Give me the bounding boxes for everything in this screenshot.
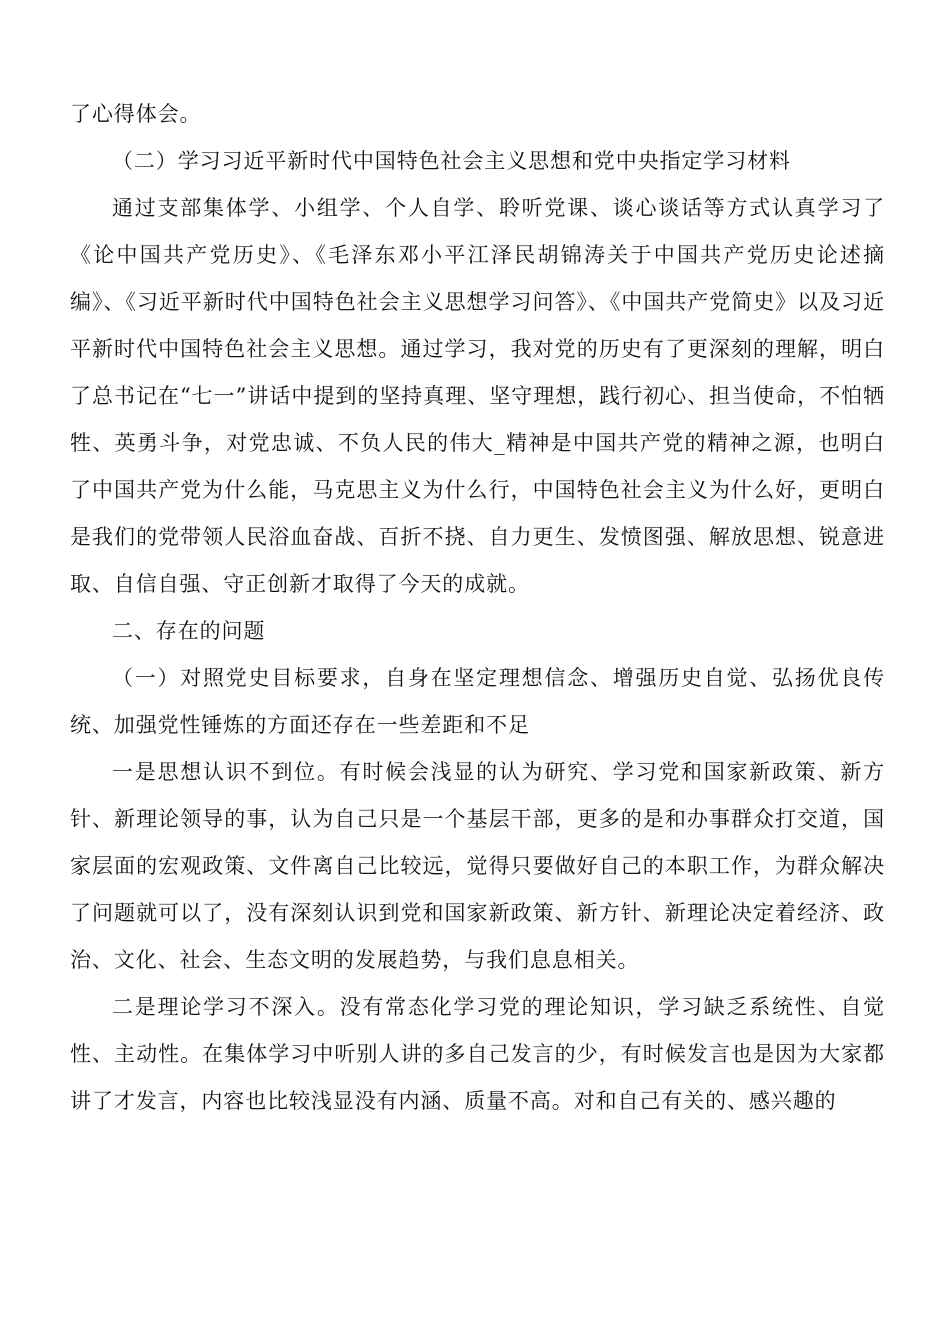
paragraph-ideological-awareness: 一是思想认识不到位。有时候会浅显的认为研究、学习党和国家新政策、新方针、新理论领导的事，认为自己只是一个基层干部，更多的是和办事群众打交道，国家层面的宏观政策、文件离自己比较远，觉得只要做好自己的本职工作，为群众解决了问题就可以了，没有深刻认识到党和国家新政策、新方针、新理论决定着经济、政治、文化、社会、生态文明的发展趋势，与我们息息相关。 bbox=[70, 760, 885, 972]
paragraph-continuation: 了心得体会。 bbox=[70, 102, 202, 126]
paragraph-study-methods: 通过支部集体学、小组学、个人自学、聆听党课、谈心谈话等方式认真学习了《论中国共产党历史》、《毛泽东邓小平江泽民胡锦涛关于中国共产党历史论述摘编》、《习近平新时代中国特色社会主义思想学习问答》、《中国共产党简史》以及习近平新时代中国特色社会主义思想。通过学习，我对党的历史有了更深刻的理解，明白了总书记在“七一”讲话中提到的坚持真理、坚守理想，践行初心、担当使命，不怕牺牲、英勇斗争，对党忠诚、不负人民的伟大_精神是中国共产党的精神之源，也明白了中国共产党为什么能，马克思主义为什么行，中国特色社会主义为什么好，更明白是我们的党带领人民浴血奋战、百折不挠、自力更生、发愤图强、解放思想、锐意进取、自信自强、守正创新才取得了今天的成就。 bbox=[70, 196, 885, 596]
section-heading-problems: 二、存在的问题 bbox=[112, 619, 266, 643]
section-heading-study-materials: （二）学习习近平新时代中国特色社会主义思想和党中央指定学习材料 bbox=[112, 149, 791, 173]
paragraph-theory-study: 二是理论学习不深入。没有常态化学习党的理论知识，学习缺乏系统性、自觉性、主动性。在集体学习中听别人讲的多自己发言的少，有时候发言也是因为大家都讲了才发言，内容也比较浅显没有内涵、质量不高。对和自己有关的、感兴趣的 bbox=[70, 995, 885, 1113]
subsection-heading-gaps: （一）对照党史目标要求，自身在坚定理想信念、增强历史自觉、弘扬优良传统、加强党性锤炼的方面还存在一些差距和不足 bbox=[70, 666, 885, 737]
document-body bbox=[70, 91, 885, 1125]
